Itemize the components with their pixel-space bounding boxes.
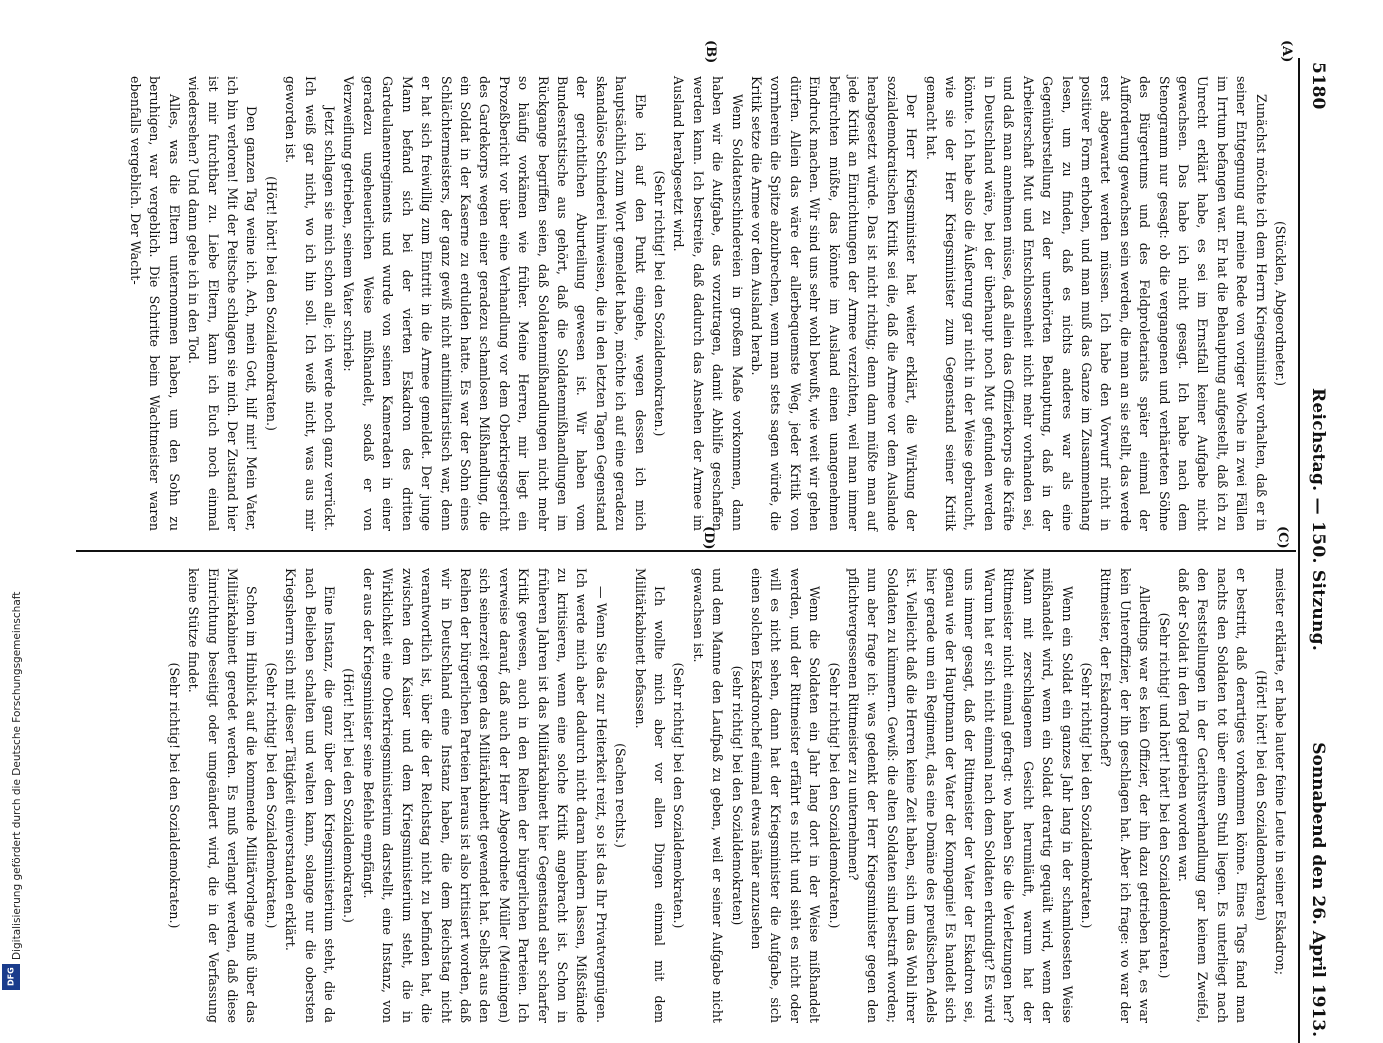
interjection: (Sehr richtig! bei den Sozialdemokraten.) xyxy=(166,662,182,929)
credit-text: Digitalisierung gefördert durch die Deutsche Forschungsgemeinschaft xyxy=(11,591,23,960)
interjection: (Sehr richtig! bei den Sozialdemokraten.) xyxy=(826,662,842,929)
paragraph: Wenn Soldatenschindereien in großem Maße vorkommen, dann haben wir die Aufgabe, das vorzutragen, damit Abhilfe geschaffen werden kann. Ich bestreite, daß dadurch das Ansehen der Armee im Ausland herabgesetzt wird. xyxy=(671,76,745,531)
quoted-letter: Jetzt schlagen sie mich schon alle; ich werde noch ganz verrückt. Ich weiß gar nicht, wo ich hin soll. Ich weiß nicht, was aus mir geworden ist. xyxy=(283,76,338,531)
column-divider xyxy=(76,550,1296,552)
interjection: (Hört! hört! bei den Sozialdemokraten.) xyxy=(263,176,279,431)
page-number: 5180 xyxy=(1308,62,1328,110)
page-title: Reichstag. — 150. Sitzung. xyxy=(1308,388,1328,652)
interjection: (sehr richtig! bei den Sozialdemokraten) xyxy=(729,665,745,926)
paragraph: — Wenn Sie das zur Heiterkeit reizt, so ist das Ihr Privatvergnügen. Ich werde mich aber dadurch nicht daran hindern lassen, Mißstände zu kritisieren, wenn eine solche Kritik angebracht ist. Schon in früheren Jahren ist das Militärkabinett hier Gegenstand sehr scharfer Kritik gewesen, auch in den Reihen der bürgerlichen Parteien. Ich verweise darauf, daß auch der Herr Abgeordnete Müller (Meiningen) sich seinerzeit gegen das Militärkabinett gewendet hat. Selbst aus den Reihen der bürgerlichen Parteien heraus ist also kritisiert worden, daß wir in Deutschland eine Instanz haben, die dem Reichstag nicht verantwortlich ist, über die der Reichstag nicht zu befinden hat, die zwischen dem Kaiser und dem Kriegsministerium steht, die in Wirklichkeit eine Oberkriegsministerium darstellt, eine Instanz, von der aus der Kriegsminister seine Befehle empfängt. xyxy=(360,568,609,1023)
margin-mark-d: (D) xyxy=(701,526,716,550)
paragraph: und dem Manne den Laufpaß zu geben, weil er seiner Aufgabe nicht gewachsen ist. xyxy=(690,568,726,1023)
header-rule xyxy=(1298,58,1300,1043)
margin-mark-b: (B) xyxy=(703,40,718,64)
speaker-line: (Stücklen, Abgeordneter.) xyxy=(1273,221,1288,386)
dfg-credit xyxy=(0,0,22,1000)
newspaper-page xyxy=(65,40,1330,1043)
interjection: (Hört! hört! bei den Sozialdemokraten) xyxy=(1253,670,1269,921)
interjection: (Sehr richtig! bei den Sozialdemokraten.) xyxy=(263,662,279,929)
interjection: (Sehr richtig! bei den Sozialdemokraten.) xyxy=(1078,662,1094,929)
right-column xyxy=(164,568,1290,1023)
paragraph: Der Herr Kriegsminister hat weiter erklärt, die Wirkung der sozialdemokratischen Kritik sei die, daß die Armee vor dem Auslande herabgesetzt würde. Das ist nicht richtig; denn dann müßte man auf jede Kritik an Einrichtungen der Armee verzichten, weil man immer befürchten müßte, das könnte im Ausland einen unangenehmen Eindruck machen. Wir sind uns sehr wohl bewußt, wie weit wir gehen dürfen. Allein das wäre der allerbequemste Weg, jeder Kritik von vornherein die Spitze abzubrechen, wenn man stets sagen würde, die Kritik setze die Armee vor dem Ausland herab. xyxy=(749,76,920,531)
interjection: (Hört! hört! bei den Sozialdemokraten.) xyxy=(341,668,357,923)
page-header xyxy=(1300,58,1330,1043)
interjection: (Sachen rechts.) xyxy=(613,743,629,848)
paragraph: Schon im Hinblick auf die kommende Militärvorlage muß über das Militärkabinett geredet werden. Es muß verlangt werden, daß diese Einrichtung beseitigt oder umgeändert wird, die in der Verfassung keine Stütze findet. xyxy=(186,568,260,1023)
paragraph: Wenn die Soldaten ein Jahr lang dort in der Weise mißhandelt werden, und der Rittmeister erfährt es nicht und sieht es nicht oder will es nicht sehen, dann hat der Kriegsminister die Aufgabe, sich einen solchen Eskadronchef einmal etwas näher anzusehen xyxy=(749,568,823,1023)
paragraph: Eine Instanz, die ganz über dem Kriegsministerium steht, die da nach Belieben schalten und walten kann, solange nur die obersten Kriegsherrn sich mit dieser Tätigkeit einverstanden erklärt. xyxy=(283,568,338,1023)
paragraph: Allerdings war es kein Offizier, der ihn dazu getrieben hat, es war kein Unteroffizier, der ihn geschlagen hat. Aber ich frage: wo war der Rittmeister, der Eskadronchef? xyxy=(1098,568,1153,1023)
paragraph: Alles, was die Eltern unternommen haben, um den Sohn zu beruhigen, war vergeblich. Die Schritte beim Wachtmeister waren ebenfalls vergeblich. Der Wacht- xyxy=(128,76,182,531)
interjection: (Sehr richtig! und hört! hört! bei den Sozialdemokraten.) xyxy=(1156,612,1172,979)
interjection: (Sehr richtig! bei den Sozialdemokraten.) xyxy=(671,662,687,929)
paragraph: Ehe ich auf den Punkt eingehe, wegen dessen ich mich hauptsächlich zum Wort gemeldet habe, möchte ich auf eine geradezu skandalöse Schinderei hinweisen, die in den letzten Tagen Gegenstand der gerichtlichen Aburteilung gewesen ist. Wir haben vom Bundesratstische aus gehört, daß die Soldatenmißhandlungen im Rückgange begriffen seien, daß Soldatenmißhandlungen nicht mehr so häufig vorkämen wie früher. Meine Herren, mir liegt ein Prozeßbericht vor über eine Verhandlung vor dem Oberkriegsgericht des Gardekorps wegen einer geradezu schamlosen Mißhandlung, die ein Soldat in der Kaserne zu erdulden hatte. Es war der Sohn eines Schlächtermeisters, der ganz gewiß nicht antimilitaristisch war, denn er hat sich freiwillig zum Eintritt in die Armee gemeldet. Der junge Mann befand sich bei der vierten Eskadron des dritten Gardeulanenregiments und wurde von seinen Kameraden in einer geradezu ungeheuerlichen Weise mißhandelt, sodaß er von Verzweiflung getrieben, seinem Vater schrieb: xyxy=(341,76,648,531)
interjection: (Sehr richtig! bei den Sozialdemokraten.) xyxy=(652,170,667,437)
quoted-letter: Den ganzen Tag weine ich. Ach, mein Gott, hilf mir! Mein Vater, ich bin verloren! Mit der Peitsche schlagen sie mich. Der Zustand hier ist mir furchtbar zu. Liebe Eltern, kann ich Euch noch einmal wiedersehen? Und dann gehe ich in den Tod. xyxy=(186,76,260,531)
paragraph: er bestritt, daß derartiges vorkommen könne. Eines Tags fand man nachts den Soldaten tot über einem Stuhl liegen. Es unterliegt nach den Feststellungen in der Gerichtsverhandlung gar keinem Zweifel, daß der Soldat in den Tod getrieben worden war. xyxy=(1175,568,1250,1023)
left-column xyxy=(126,76,1290,531)
paragraph: Wenn ein Soldat ein ganzes Jahr lang in der schamlosesten Weise mißhandelt wird, wenn ein Soldat derartig gequält wird, wenn der Mann mit zerschlagenem Gesicht herumläuft, warum hat der Rittmeister nicht einmal gefragt: wo haben Sie die Verletzungen her? Warum hat er sich nicht einmal nach dem Soldaten erkundigt? Es wird uns immer gesagt, daß der Rittmeister der Vater der Eskadron sei, genau wie der Hauptmann der Vater der Kompagnie! Es handelt sich hier gerade um ein Regiment, das eine Domäne des preußischen Adels ist. Vielleicht daß die Herren keine Zeit haben, sich um das Wohl ihrer Soldaten zu kümmern. Gewiß: die alten Soldaten sind bestraft worden; nun aber frage ich: was gedenkt der Herr Kriegsminister gegen den pflichtvergessenen Rittmeister zu unternehmen? xyxy=(846,568,1075,1023)
paragraph: Ich wollte mich aber vor allen Dingen einmal mit dem Militärkabinett befassen. xyxy=(632,568,667,1023)
dfg-logo-icon: DFG xyxy=(2,964,20,990)
page-date: Sonnabend den 26. April 1913. xyxy=(1308,742,1328,1037)
margin-mark-c: (C) xyxy=(1275,526,1290,549)
paragraph: Zunächst möchte ich dem Herrn Kriegsminister vorhalten, daß er in seiner Entgegnung auf meine Rede von voriger Woche in zwei Fällen im Irrtum befangen war. Er hat die Behauptung aufgestellt, daß ich zu Unrecht erklärt habe, es sei im Ernstfall keiner Aufgabe nicht gewachsen. Das habe ich nicht gesagt. Ich habe nach dem Stenogramm nur gesagt: ob die vergangenen und verhärteten Söhne des Bürgertums und des Feldproletariats später einmal der Aufforderung gewachsen sein werden, die man an sie stellt, das werde erst abgewartet werden müssen. Ich habe den Vorwurf nicht in positiver Form erhoben, und man muß das Ganze im Zusammenhang lesen, um zu finden, daß es nichts anderes war als eine Gegenüberstellung zu der unerhörten Behauptung, daß in der Arbeiterschaft Mut und Entschlossenheit nicht mehr vorhanden sei, und daß man annehmen müsse, daß allein das Offizierkorps die Kräfte in Deutschland wäre, bei der überhaupt noch Mut gefunden werden könnte. Ich habe also die Äußerung gar nicht in der Weise gebraucht, wie sie der Herr Kriegsminister zum Gegenstand seiner Kritik gemacht hat. xyxy=(923,76,1269,531)
paragraph: meister erklärte, er habe lauter feine Leute in seiner Eskadron; xyxy=(1273,568,1288,976)
margin-mark-a: (A) xyxy=(1279,40,1294,63)
